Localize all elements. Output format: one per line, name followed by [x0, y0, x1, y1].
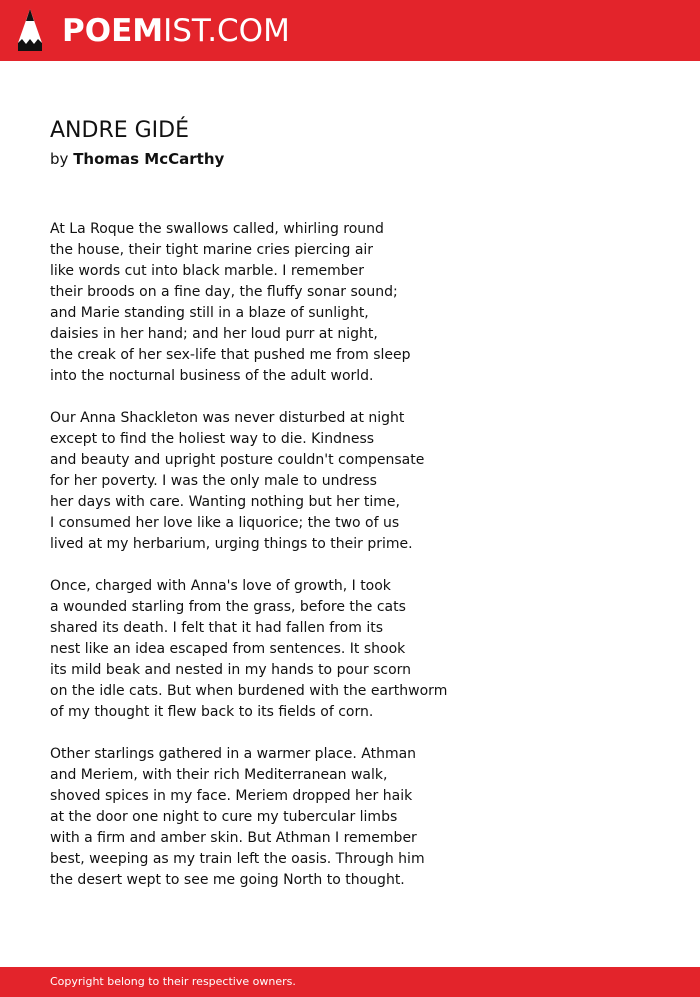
copyright-notice: Copyright belong to their respective owners. [50, 975, 296, 988]
logo-text-light: IST.COM [163, 13, 290, 49]
poem-line: and beauty and upright posture couldn't compensate [50, 452, 425, 468]
poem-line: on the idle cats. But when burdened with the earthworm [50, 683, 448, 699]
site-footer [0, 967, 700, 997]
logo-text-bold: POEM [62, 13, 164, 49]
poem-line: a wounded starling from the grass, before the cats [50, 599, 406, 615]
poem-line: At La Roque the swallows called, whirling round [50, 221, 384, 237]
pencil-tip-icon [18, 9, 42, 51]
stanza-2 [50, 408, 650, 555]
poem-line: at the door one night to cure my tubercular limbs [50, 809, 398, 825]
by-label: by [50, 150, 69, 168]
poem-line: and Meriem, with their rich Mediterranean walk, [50, 767, 388, 783]
poem-line: into the nocturnal business of the adult world. [50, 368, 374, 384]
stanza-3 [50, 576, 650, 723]
poem-line: Once, charged with Anna's love of growth, I took [50, 578, 391, 594]
poem-line: the creak of her sex-life that pushed me from sleep [50, 347, 411, 363]
poem-line: lived at my herbarium, urging things to their prime. [50, 536, 413, 552]
poem-line: for her poverty. I was the only male to undress [50, 473, 377, 489]
poem-line: daisies in her hand; and her loud purr at night, [50, 326, 378, 342]
poem-line: best, weeping as my train left the oasis. Through him [50, 851, 425, 867]
poem-line: like words cut into black marble. I remember [50, 263, 365, 279]
poem-line: her days with care. Wanting nothing but her time, [50, 494, 400, 510]
poem-line: and Marie standing still in a blaze of sunlight, [50, 305, 369, 321]
poem-title: ANDRE GIDÉ [50, 118, 190, 143]
poem-body [50, 219, 650, 912]
poem-line: Our Anna Shackleton was never disturbed at night [50, 410, 405, 426]
byline [50, 148, 224, 170]
poem-line: of my thought it flew back to its fields of corn. [50, 704, 374, 720]
poem-line: the desert wept to see me going North to thought. [50, 872, 405, 888]
poem-line: except to find the holiest way to die. Kindness [50, 431, 375, 447]
poem-line: Other starlings gathered in a warmer place. Athman [50, 746, 417, 762]
stanza-4 [50, 744, 650, 891]
poem-line: its mild beak and nested in my hands to pour scorn [50, 662, 412, 678]
site-logo[interactable] [62, 11, 290, 51]
site-header [0, 0, 700, 61]
poem-line: with a firm and amber skin. But Athman I remember [50, 830, 417, 846]
poem-line: shared its death. I felt that it had fallen from its [50, 620, 383, 636]
stanza-1 [50, 219, 650, 387]
author-name: Thomas McCarthy [73, 150, 225, 168]
poem-line: I consumed her love like a liquorice; the two of us [50, 515, 400, 531]
poem-line: their broods on a fine day, the fluffy sonar sound; [50, 284, 398, 300]
poem-line: shoved spices in my face. Meriem dropped her haik [50, 788, 413, 804]
poem-line: nest like an idea escaped from sentences. It shook [50, 641, 406, 657]
poem-line: the house, their tight marine cries piercing air [50, 242, 374, 258]
